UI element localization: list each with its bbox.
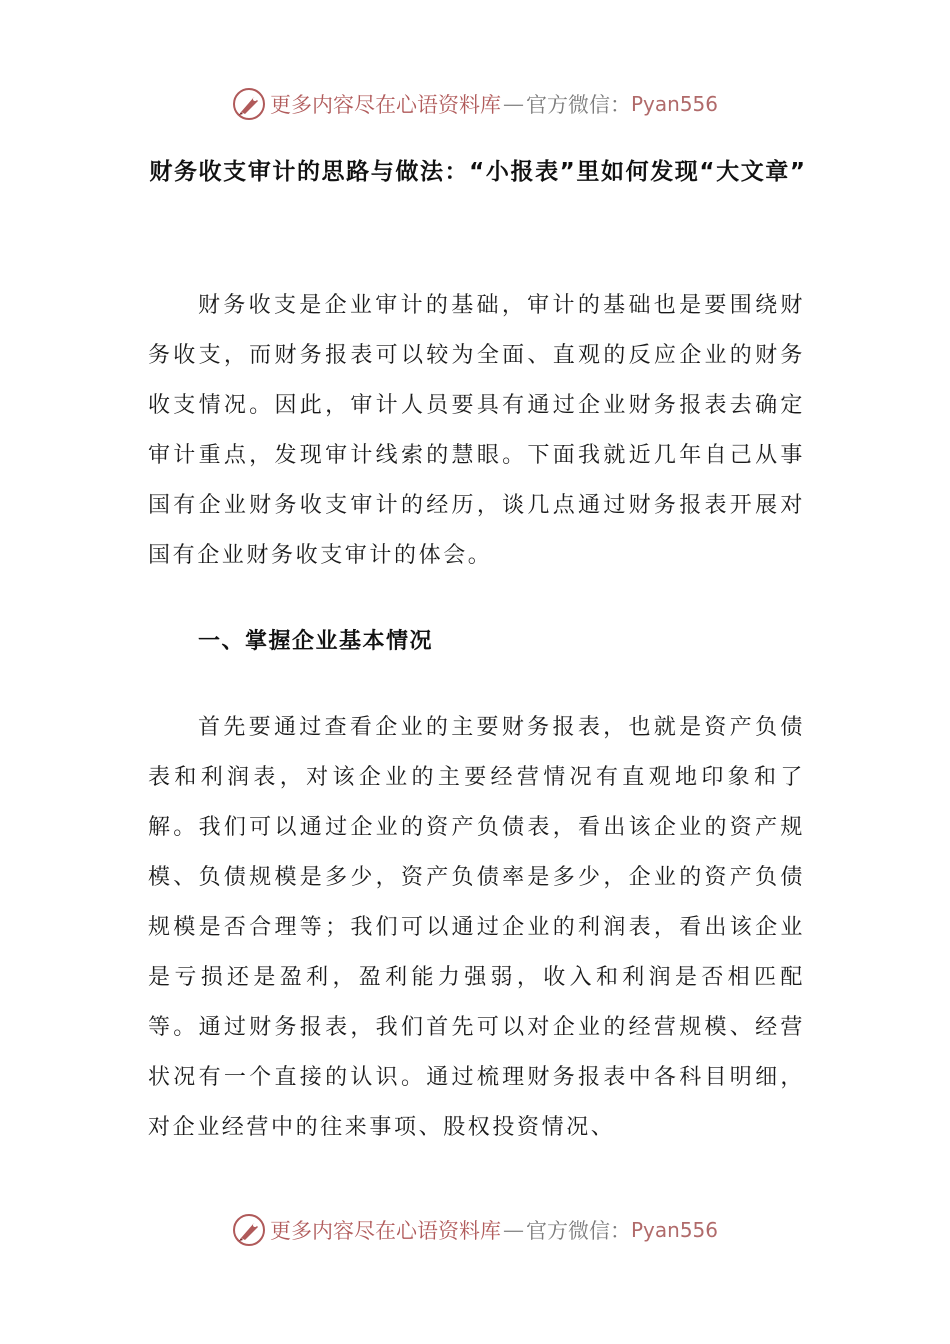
- footer-watermark-banner: [0, 1210, 950, 1250]
- header-watermark-banner: [0, 84, 950, 124]
- banner-wechat-id: Pyan556: [630, 92, 718, 116]
- banner-wechat-id: Pyan556: [630, 1218, 718, 1242]
- document-body: [148, 281, 805, 1153]
- banner-official-label: 官方微信：: [525, 93, 631, 117]
- banner-site-text: 更多内容尽在心语资料库: [269, 93, 501, 117]
- banner-site-text: 更多内容尽在心语资料库: [269, 1219, 501, 1243]
- document-title: 财务收支审计的思路与做法：“小报表”里如何发现“大文章”: [149, 159, 807, 185]
- pen-nib-icon: [232, 1213, 266, 1247]
- banner-dash: —: [502, 1218, 524, 1242]
- section-heading: 一、掌握企业基本情况: [198, 629, 434, 654]
- banner-official-label: 官方微信：: [525, 1219, 631, 1243]
- intro-paragraph: 财务收支是企业审计的基础，审计的基础也是要围绕财务收支，而财务报表可以较为全面、直观的反应企业的财务收支情况。因此，审计人员要具有通过企业财务报表去确定审计重点，发现审计线索的慧眼。下面我就近几年自己从事国有企业财务收支审计的经历，谈几点通过财务报表开展对国有企业财务收支审计的体会。: [148, 293, 805, 568]
- pen-nib-icon: [232, 87, 266, 121]
- section-paragraph: 首先要通过查看企业的主要财务报表，也就是资产负债表和利润表，对该企业的主要经营情况有直观地印象和了解。我们可以通过企业的资产负债表，看出该企业的资产规模、负债规模是多少，资产负债率是多少，企业的资产负债规模是否合理等；我们可以通过企业的利润表，看出该企业是亏损还是盈利，盈利能力强弱，收入和利润是否相匹配等。通过财务报表，我们首先可以对企业的经营规模、经营状况有一个直接的认识。通过梳理财务报表中各科目明细，对企业经营中的往来事项、股权投资情况、: [148, 715, 805, 1140]
- banner-dash: —: [502, 92, 524, 116]
